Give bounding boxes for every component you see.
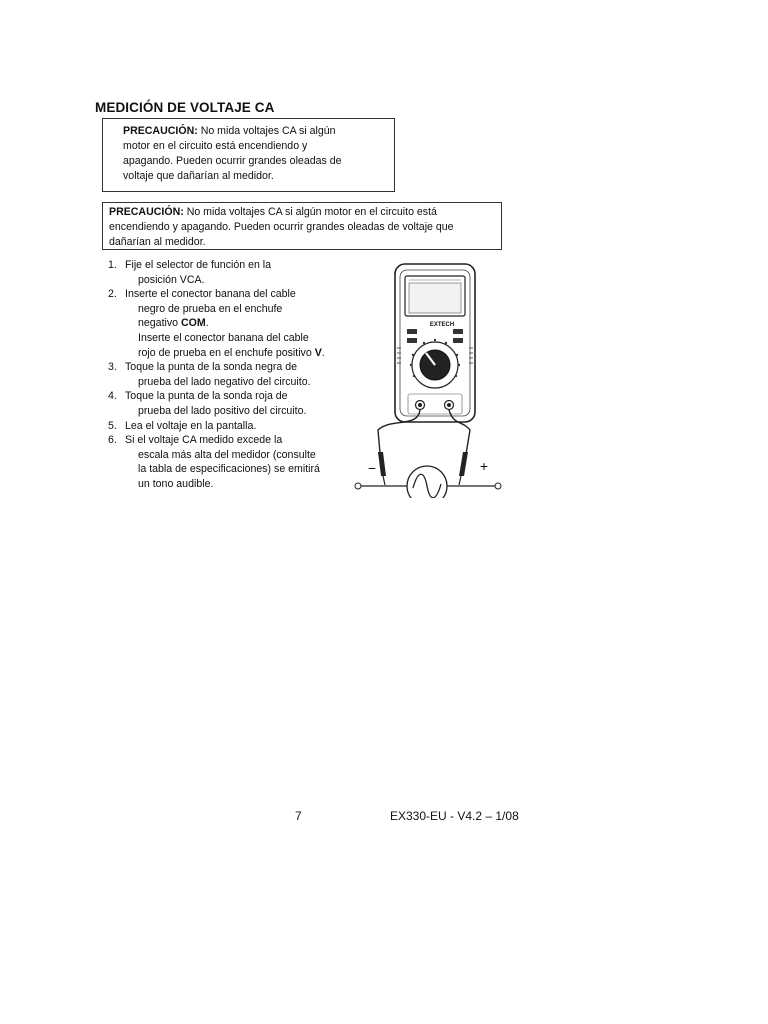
caution-label: PRECAUCIÓN:: [123, 125, 198, 137]
plus-sign: +: [479, 458, 489, 474]
caution-text: No mida voltajes CA si algún motor en el circuito está: [183, 206, 437, 218]
button: [453, 329, 463, 334]
red-probe: [459, 452, 468, 476]
com-jack-label: COM: [181, 317, 206, 330]
caution-label: PRECAUCIÓN:: [109, 206, 184, 218]
page-heading: MEDICIÓN DE VOLTAJE CA: [95, 100, 275, 115]
caution-text: motor en el circuito está encendiendo y: [123, 140, 308, 152]
list-item: 6. Si el voltaje CA medido excede la escala más alta del medidor (consulte la tabla de especificaciones) se emitirá un tono audible.: [108, 434, 320, 490]
caution-box-wide: [102, 202, 502, 250]
instruction-list: [108, 258, 360, 492]
caution-text: No mida voltajes CA si algún: [197, 125, 336, 137]
list-item: 3. Toque la punta de la sonda negra de prueba del lado negativo del circuito.: [108, 361, 311, 388]
button: [407, 329, 417, 334]
model-version: EX330-EU - V4.2 – 1/08: [390, 809, 519, 823]
list-item: 5. Lea el voltaje en la pantalla.: [108, 419, 257, 432]
v-jack-label: V: [314, 346, 322, 359]
ac-source: [407, 466, 447, 498]
button: [453, 338, 463, 343]
minus-sign: −: [367, 460, 377, 476]
caution-text: apagando. Pueden ocurrir grandes oleadas de: [123, 155, 342, 167]
caution-text: voltaje que dañarían al medidor.: [123, 170, 274, 182]
multimeter-diagram: [350, 258, 510, 498]
list-item: 4. Toque la punta de la sonda roja de prueba del lado positivo del circuito.: [108, 390, 307, 417]
list-item: 1. Fije el selector de función en la posición VCA.: [108, 259, 272, 286]
terminal-right: [495, 483, 501, 489]
button: [407, 338, 417, 343]
caution-text: encendiendo y apagando. Pueden ocurrir grandes oleadas de voltaje que: [109, 221, 454, 233]
black-probe: [378, 452, 386, 476]
caution-text: dañarían al medidor.: [109, 236, 206, 248]
caution-box-narrow: [102, 118, 395, 192]
page-number: 7: [295, 809, 302, 823]
brand-logo: EXTECH: [429, 322, 455, 328]
terminal-left: [355, 483, 361, 489]
list-item: 2. Inserte el conector banana del cable negro de prueba en el enchufe negativo COM. Inserte el conector banana del cable rojo de prueba en el enchufe positivo V.: [108, 288, 325, 359]
